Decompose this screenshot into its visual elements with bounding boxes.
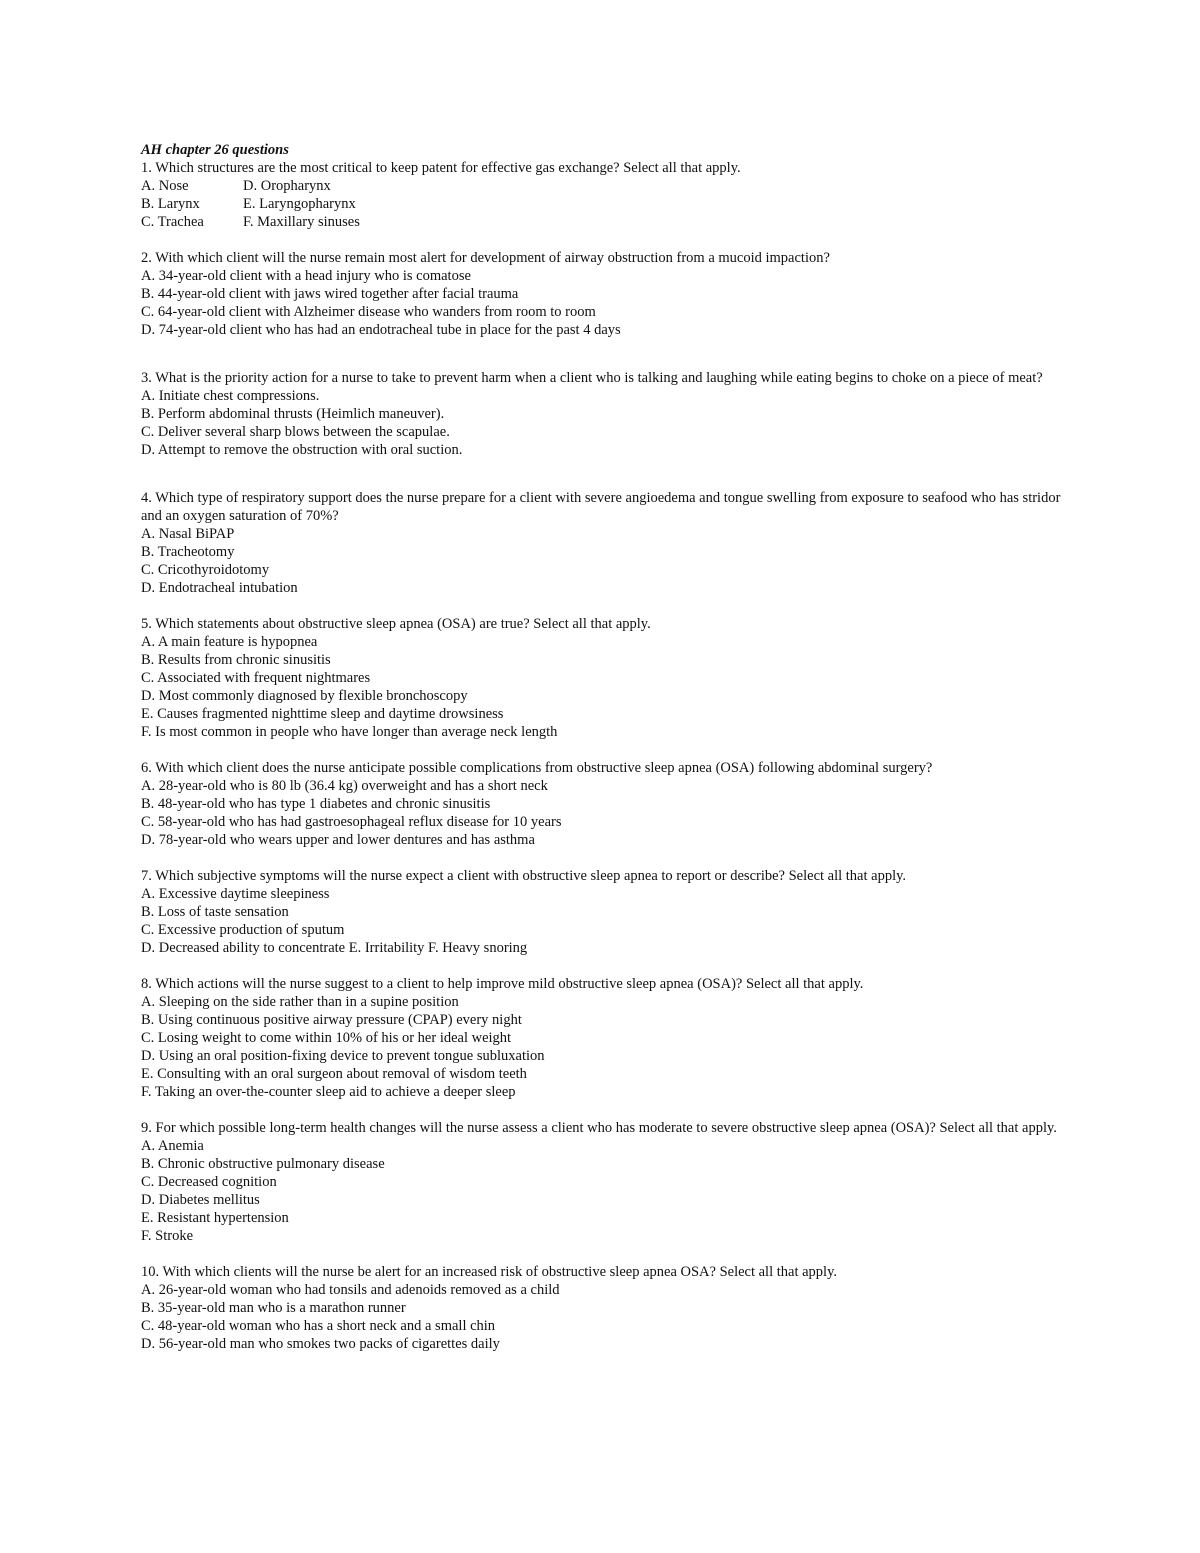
option: A. 34-year-old client with a head injury who is comatose [141, 268, 471, 284]
question-stem: 1. Which structures are the most critical to keep patent for effective gas exchange? Select all that apply. [141, 160, 741, 176]
option: D. 78-year-old who wears upper and lower dentures and has asthma [141, 832, 535, 848]
option: D. Most commonly diagnosed by flexible bronchoscopy [141, 688, 468, 704]
option: D. Diabetes mellitus [141, 1192, 260, 1208]
option: C. Associated with frequent nightmares [141, 670, 371, 686]
question-6 [141, 759, 1071, 849]
question-4 [141, 489, 1071, 597]
option: C. Deliver several sharp blows between the scapulae. [141, 424, 450, 440]
option: F. Maxillary sinuses [243, 214, 360, 230]
option: C. Trachea [141, 214, 204, 230]
option: D. Attempt to remove the obstruction with oral suction. [141, 442, 463, 458]
question-stem: 6. With which client does the nurse anticipate possible complications from obstructive sleep apnea (OSA) following abdominal surgery? [141, 760, 933, 776]
question-7 [141, 867, 1071, 957]
option: C. Decreased cognition [141, 1174, 277, 1190]
option: B. Using continuous positive airway pressure (CPAP) every night [141, 1012, 522, 1028]
option: E. Laryngopharynx [243, 196, 356, 212]
option: C. 48-year-old woman who has a short neck and a small chin [141, 1318, 496, 1334]
question-5 [141, 615, 1071, 741]
question-8 [141, 975, 1071, 1101]
question-stem: 7. Which subjective symptoms will the nurse expect a client with obstructive sleep apnea to report or describe? Select all that apply. [141, 868, 907, 884]
option: E. Consulting with an oral surgeon about removal of wisdom teeth [141, 1066, 527, 1082]
option: A. Nasal BiPAP [141, 526, 235, 542]
option: F. Taking an over-the-counter sleep aid to achieve a deeper sleep [141, 1084, 516, 1100]
option: C. 58-year-old who has had gastroesophageal reflux disease for 10 years [141, 814, 562, 830]
option: C. Cricothyroidotomy [141, 562, 270, 578]
question-stem: 4. Which type of respiratory support does the nurse prepare for a client with severe angioedema and tongue swelling from exposure to seafood who has stridor and an oxygen saturation of 70%? [141, 490, 1061, 524]
option: D. 74-year-old client who has had an endotracheal tube in place for the past 4 days [141, 322, 621, 338]
option: B. 44-year-old client with jaws wired together after facial trauma [141, 286, 519, 302]
option: A. Nose [141, 178, 189, 194]
option: A. Excessive daytime sleepiness [141, 886, 330, 902]
option: C. Losing weight to come within 10% of his or her ideal weight [141, 1030, 512, 1046]
option: C. 64-year-old client with Alzheimer disease who wanders from room to room [141, 304, 596, 320]
option: C. Excessive production of sputum [141, 922, 345, 938]
question-10 [141, 1263, 1071, 1353]
option: A. A main feature is hypopnea [141, 634, 318, 650]
option-grid [141, 177, 1071, 231]
option: D. Decreased ability to concentrate E. Irritability F. Heavy snoring [141, 940, 528, 956]
question-stem: 10. With which clients will the nurse be alert for an increased risk of obstructive sleep apnea OSA? Select all that apply. [141, 1264, 838, 1280]
question-stem: 2. With which client will the nurse remain most alert for development of airway obstruction from a mucoid impaction? [141, 250, 830, 266]
option: B. 35-year-old man who is a marathon runner [141, 1300, 406, 1316]
question-2 [141, 249, 1071, 339]
question-3 [141, 369, 1071, 459]
question-stem: 9. For which possible long-term health changes will the nurse assess a client who has moderate to severe obstructive sleep apnea (OSA)? Select all that apply. [141, 1120, 1057, 1136]
document-page [141, 141, 1071, 1353]
question-stem: 5. Which statements about obstructive sleep apnea (OSA) are true? Select all that apply. [141, 616, 651, 632]
option: A. Initiate chest compressions. [141, 388, 320, 404]
question-9 [141, 1119, 1071, 1245]
question-stem: 8. Which actions will the nurse suggest to a client to help improve mild obstructive sleep apnea (OSA)? Select all that apply. [141, 976, 864, 992]
option: B. 48-year-old who has type 1 diabetes and chronic sinusitis [141, 796, 491, 812]
document-title: AH chapter 26 questions [141, 142, 289, 158]
option: A. 28-year-old who is 80 lb (36.4 kg) overweight and has a short neck [141, 778, 548, 794]
question-stem: 3. What is the priority action for a nurse to take to prevent harm when a client who is talking and laughing while eating begins to choke on a piece of meat? [141, 370, 1043, 386]
option: F. Is most common in people who have longer than average neck length [141, 724, 558, 740]
option: E. Resistant hypertension [141, 1210, 289, 1226]
option: D. Using an oral position-fixing device to prevent tongue subluxation [141, 1048, 545, 1064]
option: D. Oropharynx [243, 178, 331, 194]
option: E. Causes fragmented nighttime sleep and daytime drowsiness [141, 706, 504, 722]
option: B. Tracheotomy [141, 544, 235, 560]
option: B. Results from chronic sinusitis [141, 652, 331, 668]
question-1 [141, 159, 1071, 231]
option: D. Endotracheal intubation [141, 580, 298, 596]
option: D. 56-year-old man who smokes two packs of cigarettes daily [141, 1336, 500, 1352]
option: A. 26-year-old woman who had tonsils and adenoids removed as a child [141, 1282, 560, 1298]
option: F. Stroke [141, 1228, 194, 1244]
option: B. Loss of taste sensation [141, 904, 289, 920]
option: A. Anemia [141, 1138, 204, 1154]
option: B. Larynx [141, 196, 200, 212]
option: A. Sleeping on the side rather than in a supine position [141, 994, 459, 1010]
option: B. Chronic obstructive pulmonary disease [141, 1156, 385, 1172]
option: B. Perform abdominal thrusts (Heimlich maneuver). [141, 406, 445, 422]
